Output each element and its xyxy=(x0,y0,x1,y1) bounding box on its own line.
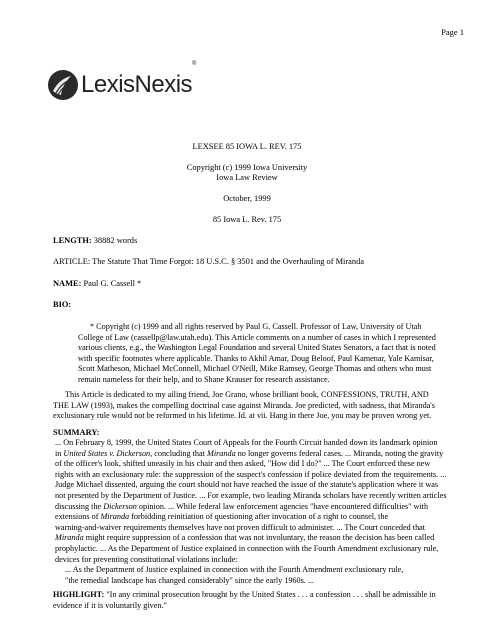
journal-name: Iowa Law Review xyxy=(216,173,278,182)
dedication-line: This Article is dedicated to my ailing friend, Joe Grano, whose brilliant book, CONFESSIONS, TRUTH, AND xyxy=(65,390,429,399)
length-label: LENGTH: xyxy=(53,236,92,245)
summary-line: Judge Michael dissented, arguing the court should not have reached the issue of the statute's application where it was xyxy=(55,480,439,490)
summary-quote-line: "the remedial landscape has changed considerably" since the early 1960s. ... xyxy=(65,575,315,585)
lexisnexis-globe-icon xyxy=(47,69,79,101)
page-number: Page 1 xyxy=(441,27,464,37)
bio-line: * Copyright (c) 1999 and all rights reserved by Paul G. Cassell. Professor of Law, University of Utah xyxy=(90,322,422,331)
copyright-line: Copyright (c) 1999 Iowa University xyxy=(186,163,308,172)
summary-line: ... On February 8, 1999, the United States Court of Appeals for the Fourth Circuit handed down its landmark opinion xyxy=(55,438,438,447)
summary-line: rights with an exclusionary rule: the suppression of the suspect's confession if police deviated from the requirements. ... xyxy=(55,469,447,479)
issue-date: October, 1999 xyxy=(223,194,271,203)
lexisnexis-logo xyxy=(47,61,196,102)
summary-line: discussing the Dickerson opinion. ... While federal law enforcement agencies "have encountered difficulties" with xyxy=(55,501,429,511)
dedication-text xyxy=(53,390,483,422)
highlight-line: evidence if it is voluntarily given." xyxy=(53,600,167,610)
bio-text xyxy=(78,322,478,386)
name-label: NAME: xyxy=(53,279,82,288)
highlight-line: HIGHLIGHT: "In any criminal prosecution brought by the United States . . . a confession . . . shall be admissible in xyxy=(53,590,436,599)
bio-line: College of Law (cassellp@law.utah.edu). This Article comments on a number of cases in which I represented xyxy=(78,332,436,342)
bio-line: Scott Matheson, Michael McConnell, Michael O'Neill, Mike Ramsey, George Thomas and others who must xyxy=(78,364,432,374)
length-line xyxy=(53,236,137,246)
summary-line: extensions of Miranda forbidding reinitiation of questioning after invocation of a right to counsel, the xyxy=(55,512,389,522)
citation: LEXSEE 85 IOWA L. REV. 175 xyxy=(192,142,302,151)
dedication-line: exclusionary rule would not be reformed in his lifetime. Id. at vii. Hang in there Joe, you may be proven wrong yet. xyxy=(53,411,432,421)
summary-line: prophylactic. ... As the Department of Justice explained in connection with the Fourth Amendment exclusionary rule, xyxy=(55,543,439,553)
summary-quote-line: ... As the Department of Justice explained in connection with the Fourth Amendment exclusionary rule, xyxy=(65,565,404,575)
summary-line: of the officer's look, shifted uneasily in his chair and then asked, "How did I do?" ... The Court enforced these new xyxy=(55,459,431,469)
article-title: ARTICLE: The Statute That Time Forgot: 18 U.S.C. § 3501 and the Overhauling of Miranda xyxy=(53,257,364,266)
author-line xyxy=(53,279,141,289)
summary-label: SUMMARY: xyxy=(53,428,100,437)
length-value: 38882 words xyxy=(93,236,138,245)
summary-line: warning-and-waiver requirements themselves have not proven difficult to administer. ... The Court conceded that xyxy=(55,522,426,532)
bio-line: various clients, e.g., the Washington Legal Foundation and several United States Senators, a fact that is noted xyxy=(78,343,436,353)
brand-name: LexisNexis® xyxy=(81,61,196,98)
summary-line: devices for preventing constitutional violations include: xyxy=(55,554,238,564)
bio-label: BIO: xyxy=(53,300,72,309)
summary-line: not presented by the Department of Justice. ... For example, two leading Miranda scholars have recently written articles xyxy=(55,490,447,500)
dedication-line: THE LAW (1993), makes the compelling doctrinal case against Miranda. Joe predicted, with sadness, that Miranda's xyxy=(53,400,435,410)
author-name: Paul G. Cassell * xyxy=(83,279,142,288)
highlight-text xyxy=(53,590,483,611)
summary-line: Miranda might require suppression of a confession that was not involuntary, the reason the decision has been called xyxy=(55,533,435,543)
summary-text xyxy=(55,438,485,586)
bio-line: remain nameless for their help, and to Shane Krauser for research assistance. xyxy=(78,374,330,384)
volume-cite: 85 Iowa L. Rev. 175 xyxy=(212,215,282,224)
bio-line: with specific footnotes where applicable. Thanks to Akhil Amar, Doug Beloof, Paul Kamenar, Yale Kamisar, xyxy=(78,353,434,363)
summary-line: in United States v. Dickerson, concluding that Miranda no longer governs federal cases. ... Miranda, noting the gravity xyxy=(55,448,444,458)
